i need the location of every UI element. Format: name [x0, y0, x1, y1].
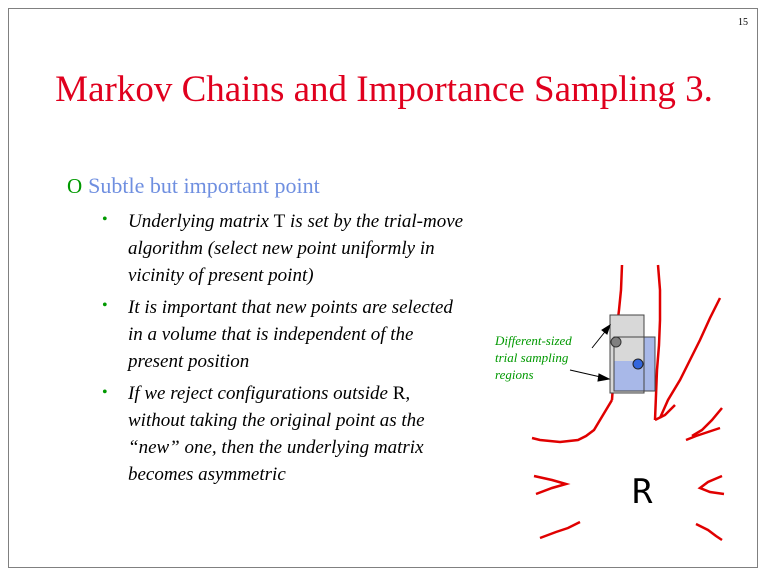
arrowhead-icon — [602, 325, 610, 334]
sub-bullet-1-line-1: Underlying matrix T is set by the trial-move — [128, 211, 464, 232]
annotation-arrows — [570, 325, 610, 381]
boundary-line — [532, 400, 612, 442]
slide-title: Markov Chains and Importance Sampling 3. — [55, 69, 713, 110]
annotation-label — [495, 332, 572, 383]
bullet-dot-icon: • — [102, 384, 108, 401]
annotation-line-3: regions — [495, 367, 534, 382]
sub-bullet-3-line-2: without taking the original point as the — [128, 410, 425, 431]
annotation-line-1: Different-sized — [495, 333, 572, 348]
region-boundary — [532, 265, 724, 540]
annotation-line-2: trial sampling — [495, 350, 569, 365]
sub-bullet-3-line-1: If we reject configurations outside R, — [128, 383, 411, 404]
circle-bullet-icon: O — [67, 174, 83, 198]
sub-bullet-2-line-2: in a volume that is independent of the — [128, 324, 414, 345]
boundary-line — [655, 265, 660, 420]
boundary-line — [540, 522, 580, 538]
blue-point — [633, 359, 643, 369]
sub-bullet-3-line-4: becomes asymmetric — [128, 464, 286, 485]
bullet-dot-icon: • — [102, 211, 108, 228]
sub-bullet-2-line-1: It is important that new points are selected — [128, 297, 453, 318]
boundary-line — [696, 524, 722, 540]
region-label: R — [632, 472, 653, 512]
boundary-line — [534, 476, 566, 494]
sub-bullet-1-line-2: algorithm (select new point uniformly in — [128, 238, 435, 259]
sub-bullet-1-line-3: vicinity of present point) — [128, 265, 314, 286]
main-bullet-text: Subtle but important point — [88, 173, 320, 198]
sub-bullet-2-line-3: present position — [128, 351, 250, 372]
boundary-line — [700, 476, 724, 494]
sub-bullet-3-line-3: “new” one, then the underlying matrix — [128, 437, 424, 458]
arrowhead-icon — [598, 374, 609, 381]
page-number: 15 — [738, 17, 748, 28]
bullet-dot-icon: • — [102, 297, 108, 314]
grey-point — [611, 337, 621, 347]
boundary-line — [660, 298, 720, 418]
